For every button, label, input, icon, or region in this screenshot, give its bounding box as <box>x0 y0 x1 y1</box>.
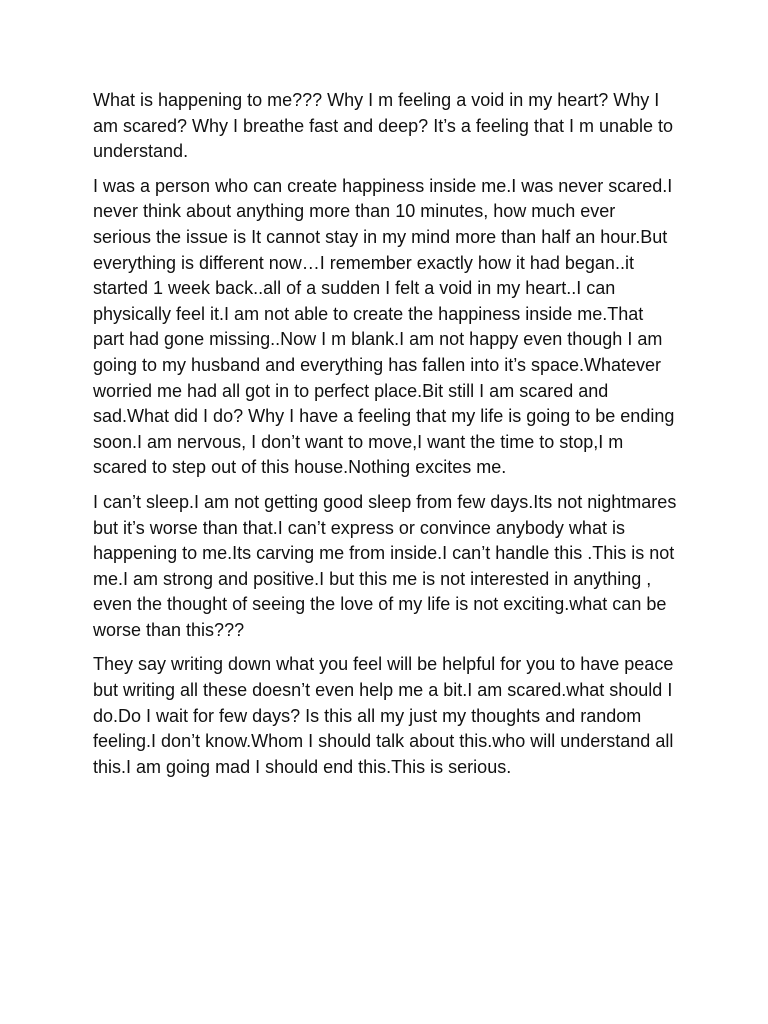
paragraph-2: I was a person who can create happiness inside me.I was never scared.I never think about anything more than 10 minutes, how much ever serious the issue is It cannot stay in my mind more than half an hour.But everything is different now…I remember exactly how it had began..it started 1 week back..all of a sudden I felt a void in my heart..I can physically feel it.I am not able to create the happiness inside me.That part had gone missing..Now I m blank.I am not happy even though I am going to my husband and everything has fallen into it’s space.Whatever worried me had all got in to perfect place.Bit still I am scared and sad.What did I do? Why I have a feeling that my life is going to be ending soon.I am nervous, I don’t want to move,I want the time to stop,I m scared to step out of this house.Nothing excites me. <box>93 175 675 478</box>
document-body <box>93 88 678 789</box>
paragraph-1: What is happening to me??? Why I m feeling a void in my heart? Why I am scared? Why I breathe fast and deep? It’s a feeling that I m unable to understand. <box>93 90 674 162</box>
paragraph-4: They say writing down what you feel will be helpful for you to have peace but writing all these doesn’t even help me a bit.I am scared.what should I do.Do I wait for few days? Is this all my just my thoughts and random feeling.I don’t know.Whom I should talk about this.who will understand all this.I am going mad I should end this.This is serious. <box>93 654 674 777</box>
paragraph-3: I can’t sleep.I am not getting good sleep from few days.Its not nightmares but it’s worse than that.I can’t express or convince anybody what is happening to me.Its carving me from inside.I can’t handle this .This is not me.I am strong and positive.I but this me is not interested in anything , even the thought of seeing the love of my life is not exciting.what can be worse than this??? <box>93 491 677 640</box>
